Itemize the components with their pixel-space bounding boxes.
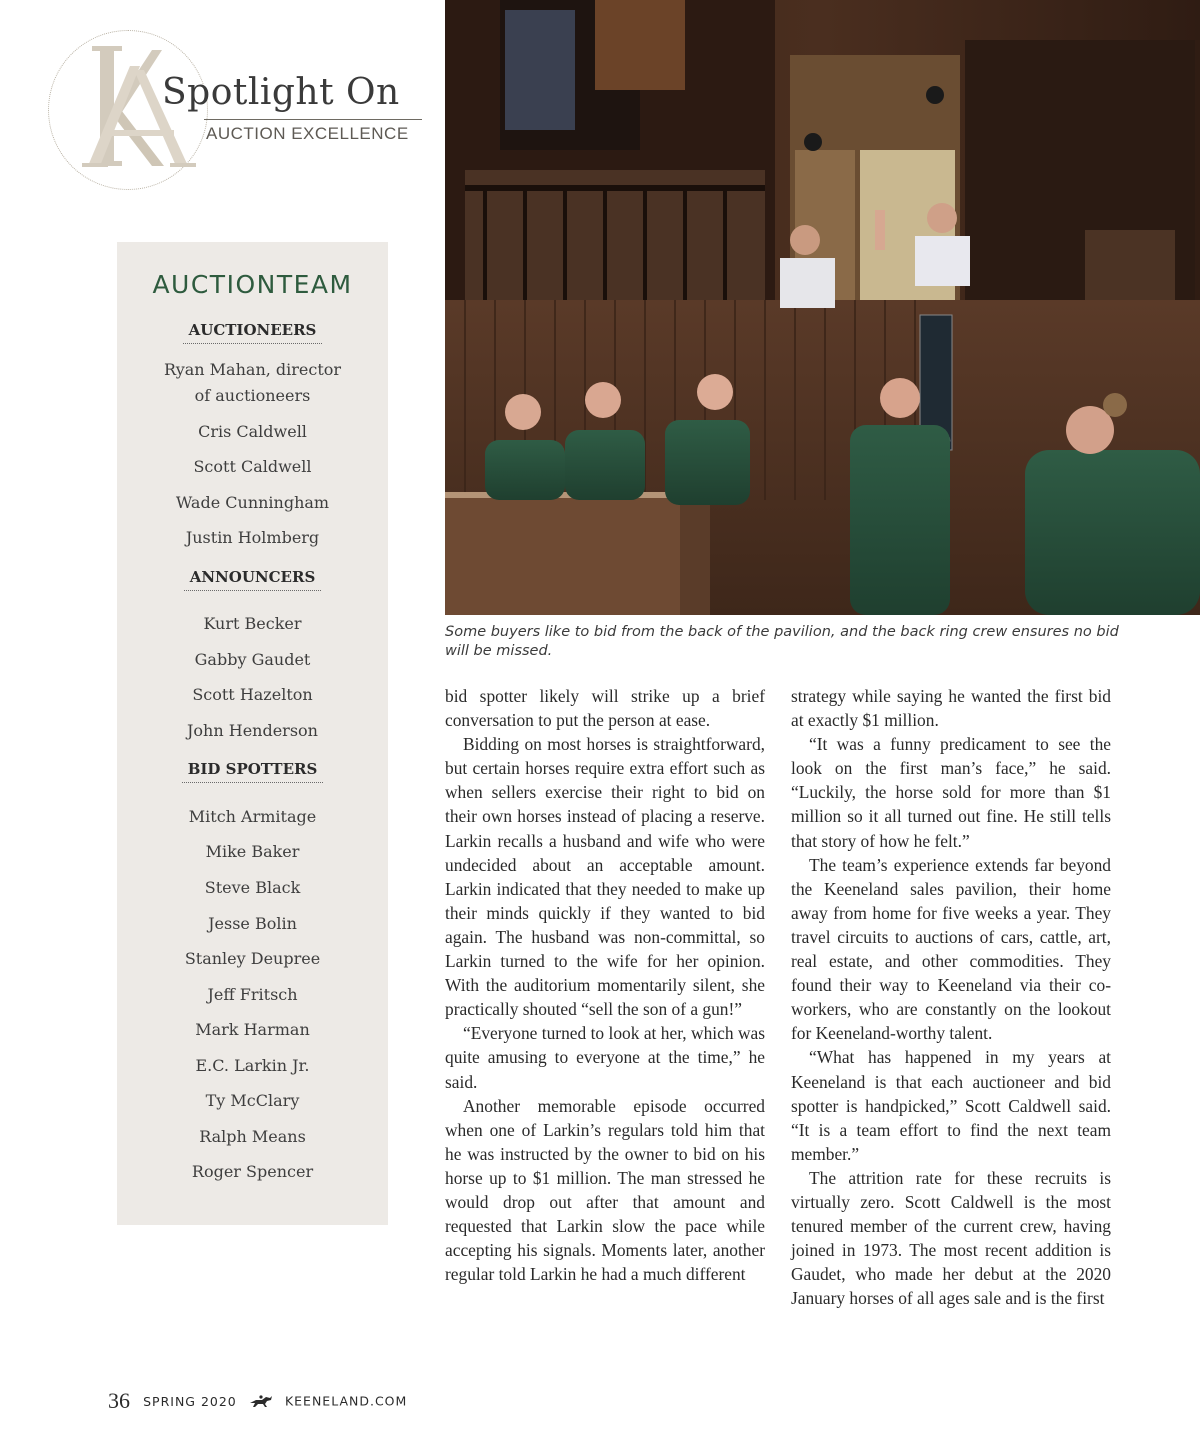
article-paragraph: “It was a funny predicament to see the look on the first man’s face,” he said. “Luckily, the horse sold for more than $1 million so it all turned out fine. He still tells that story of how he felt.” bbox=[791, 734, 1111, 851]
section-heading-bid-spotters: BID SPOTTERS bbox=[117, 760, 388, 783]
team-member-name: of auctioneers bbox=[194, 386, 311, 405]
team-member-name: Mitch Armitage bbox=[188, 807, 317, 826]
team-member-name: Wade Cunningham bbox=[175, 493, 330, 512]
spotlight-title: Spotlight On bbox=[162, 72, 400, 113]
team-member-name: Stanley Deupree bbox=[184, 949, 321, 968]
page-number: 36 bbox=[108, 1388, 130, 1413]
article-paragraph: bid spotter likely will strike up a brief conversation to put the person at ease. bbox=[445, 686, 765, 731]
article-paragraph: “What has happened in my years at Keeneland is that each auctioneer and bid spotter is handpicked,” Scott Caldwell said. “It is a team effort to find the next team member.” bbox=[791, 1047, 1111, 1164]
team-member-name: Justin Holmberg bbox=[185, 528, 320, 547]
team-member-name: Steve Black bbox=[204, 878, 301, 897]
article-paragraph: The attrition rate for these recruits is virtually zero. Scott Caldwell is the most tenured member of the current crew, having joined in 1973. The most recent addition is Gaudet, who made her debut at the 2020 January horses of all ages sale and is the first bbox=[791, 1167, 1111, 1309]
team-member-name: Roger Spencer bbox=[191, 1162, 314, 1181]
team-member-name: E.C. Larkin Jr. bbox=[195, 1056, 310, 1075]
team-member-name: Scott Hazelton bbox=[192, 685, 313, 704]
team-member-name: Scott Caldwell bbox=[193, 457, 312, 476]
page-footer bbox=[108, 1388, 407, 1414]
team-member-name: Kurt Becker bbox=[203, 614, 302, 633]
team-member-name: John Henderson bbox=[187, 721, 318, 740]
section-heading-auctioneers: AUCTIONEERS bbox=[117, 321, 388, 344]
website-label: KEENELAND.COM bbox=[284, 1393, 408, 1409]
auction-team-sidebar bbox=[117, 242, 388, 1225]
issue-label: SPRING 2020 bbox=[143, 1393, 237, 1409]
photo-caption: Some buyers like to bid from the back of the pavilion, and the back ring crew ensures no bid will be missed. bbox=[445, 624, 1119, 659]
horse-and-jockey-icon bbox=[248, 1394, 274, 1408]
section-heading-announcers: ANNOUNCERS bbox=[117, 568, 388, 591]
sidebar-title: AUCTIONTEAM bbox=[152, 270, 353, 299]
article-paragraph: “Everyone turned to look at her, which was quite amusing to everyone at the time,” he said. bbox=[445, 1023, 765, 1092]
title-divider bbox=[204, 119, 422, 120]
article-paragraph: Another memorable episode occurred when one of Larkin’s regulars told him that he was instructed by the owner to bid on his horse up to $1 million. The man stressed he would drop out after that amount and requested that Larkin slow the pace while accepting his signals. Moments later, another regular told Larkin he had a much different bbox=[445, 1095, 765, 1285]
article-paragraph: strategy while saying he wanted the first bid at exactly $1 million. bbox=[791, 686, 1111, 731]
team-member-name: Ryan Mahan, director bbox=[163, 360, 342, 379]
team-member-name: Ralph Means bbox=[199, 1127, 306, 1146]
article-column-2 bbox=[791, 684, 1111, 1310]
auction-crew-photo bbox=[445, 0, 1200, 615]
team-member-name: Jeff Fritsch bbox=[207, 985, 298, 1004]
spotlight-subtitle: AUCTION EXCELLENCE bbox=[206, 124, 409, 143]
team-member-name: Mike Baker bbox=[205, 842, 300, 861]
team-member-name: Jesse Bolin bbox=[208, 914, 297, 933]
team-member-name: Ty McClary bbox=[205, 1091, 300, 1110]
article-paragraph: The team’s experience extends far beyond the Keeneland sales pavilion, their home away from home for five weeks a year. They travel circuits to auctions of cars, cattle, art, real estate, and other commodities. They found their way to Keeneland via their co-workers, who are constantly on the lookout for Keeneland-worthy talent. bbox=[791, 854, 1111, 1044]
article-column-1 bbox=[445, 684, 765, 1286]
article-paragraph: Bidding on most horses is straightforward, but certain horses require extra effort such as when sellers exercise their right to bid on their own horses instead of placing a reserve. Larkin recalls a husband and wife who were undecided about an acceptable amount. Larkin indicated that they needed to make up their minds quickly if they wanted to bid again. The husband was non-committal, so Larkin turned to the wife for her opinion. With the auditorium momentarily silent, she practically shouted “sell the son of a gun!” bbox=[445, 734, 765, 1020]
team-member-name: Cris Caldwell bbox=[198, 422, 307, 441]
team-member-name: Mark Harman bbox=[195, 1020, 310, 1039]
svg-text:KA: KA bbox=[48, 30, 50, 31]
team-member-name: Gabby Gaudet bbox=[194, 650, 311, 669]
